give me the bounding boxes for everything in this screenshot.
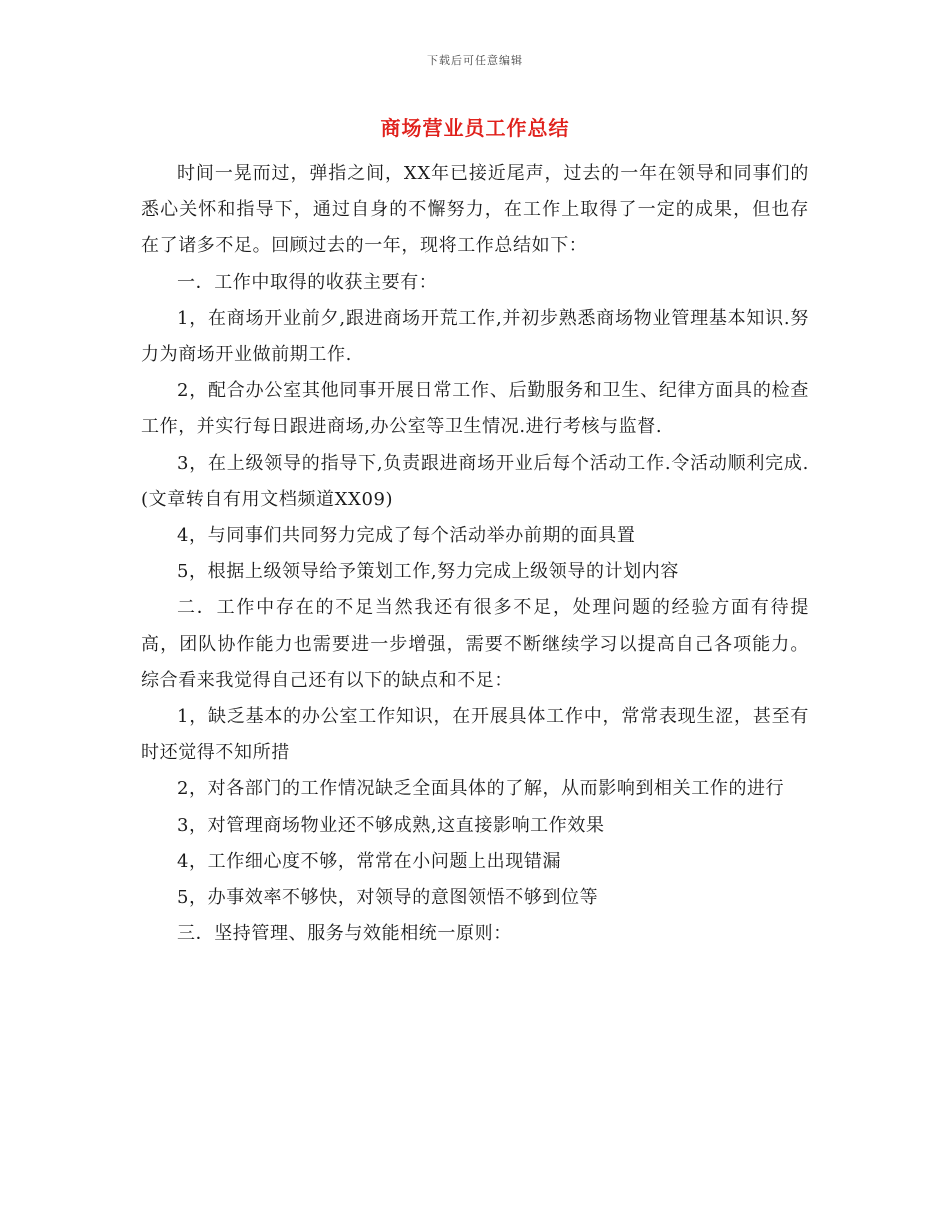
list-item-shortcoming-4: 4，工作细心度不够，常常在小问题上出现错漏 [177, 850, 562, 872]
list-item-gain-1: 1，在商场开业前夕,跟进商场开荒工作,并初步熟悉商场物业管理基本知识.努力为商场开业做前期工作. [141, 307, 809, 366]
list-item-shortcoming-1: 1，缺乏基本的办公室工作知识，在开展具体工作中，常常表现生涩，甚至有时还觉得不知所措 [141, 706, 809, 764]
list-item-gain-4: 4，与同事们共同努力完成了每个活动举办前期的面具置 [177, 525, 636, 547]
list-item-gain-5: 5，根据上级领导给予策划工作,努力完成上级领导的计划内容 [177, 561, 679, 583]
list-item-gain-3: 3，在上级领导的指导下,负责跟进商场开业后每个活动工作.令活动顺利完成.(文章转自有用文档频道XX09) [141, 452, 809, 510]
section-heading-shortcomings: 二．工作中存在的不足当然我还有很多不足，处理问题的经验方面有待提高，团队协作能力也需要进一步增强，需要不断继续学习以提高自己各项能力。综合看来我觉得自己还有以下的缺点和不足： [141, 597, 809, 691]
section-heading-gains: 一．工作中取得的收获主要有： [177, 271, 438, 293]
document-title: 商场营业员工作总结 [380, 116, 570, 140]
list-item-shortcoming-2: 2，对各部门的工作情况缺乏全面具体的了解，从而影响到相关工作的进行 [177, 778, 785, 800]
list-item-shortcoming-5: 5，办事效率不够快，对领导的意图领悟不够到位等 [177, 887, 599, 909]
document-body [141, 156, 809, 952]
list-item-shortcoming-3: 3，对管理商场物业还不够成熟,这直接影响工作效果 [177, 814, 605, 836]
paragraph-intro: 时间一晃而过，弹指之间，XX年已接近尾声，过去的一年在领导和同事们的悉心关怀和指导下，通过自身的不懈努力，在工作上取得了一定的成果，但也存在了诸多不足。回顾过去的一年，现将工作总结如下： [141, 163, 809, 257]
list-item-gain-2: 2，配合办公室其他同事开展日常工作、后勤服务和卫生、纪律方面具的检查工作，并实行每日跟进商场,办公室等卫生情况.进行考核与监督. [141, 380, 809, 438]
page-header: 下载后可任意编辑 [427, 54, 523, 67]
section-heading-principles: 三．坚持管理、服务与效能相统一原则： [177, 923, 512, 945]
